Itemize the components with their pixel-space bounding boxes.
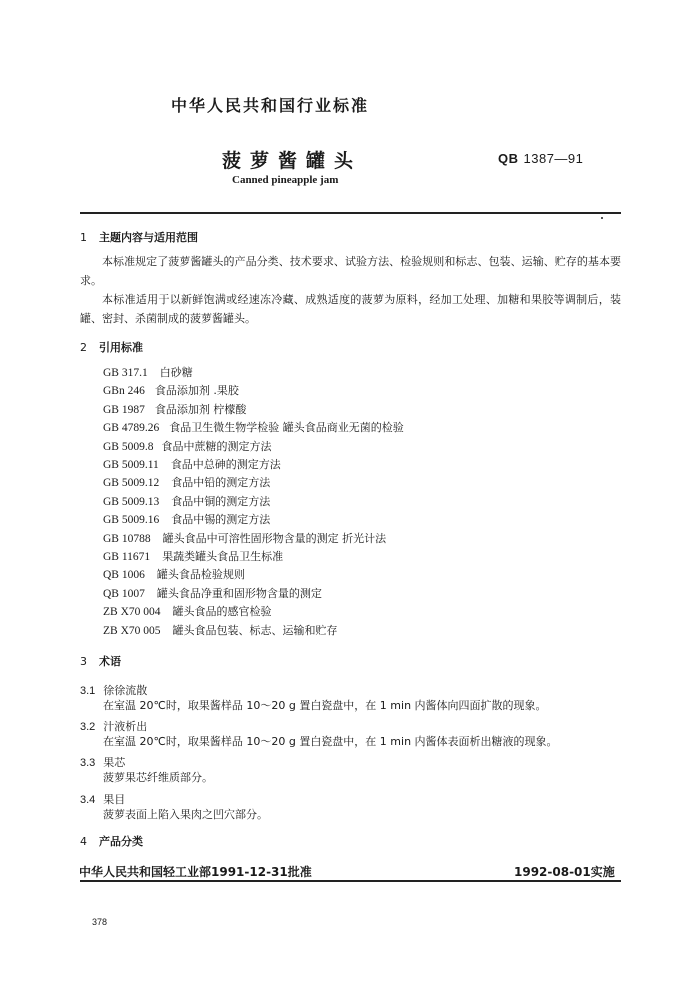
reference-title: 食品添加剂 柠檬酸: [154, 402, 247, 416]
section-1-body: [80, 252, 621, 328]
term-3-1-definition: 在室温 20℃时，取果酱样品 10～20 g 置白瓷盘中，在 1 min 内酱体向四面扩散的现象。: [103, 699, 547, 712]
approval-note: 中华人民共和国轻工业部1991-12-31批准: [79, 865, 312, 879]
section-2-heading: [80, 339, 143, 355]
reference-title: 罐头食品中可溶性固形物含量的测定 折光计法: [162, 531, 387, 545]
section-2-title: 引用标准: [99, 341, 143, 354]
term-3-4-heading: [80, 788, 125, 807]
reference-code: GB 1987: [103, 403, 145, 416]
reference-item: [103, 456, 404, 474]
reference-title: 食品中蔗糖的测定方法: [161, 439, 272, 453]
reference-list: [103, 364, 404, 640]
section-3-heading: [80, 653, 121, 669]
reference-title: 食品中铜的测定方法: [171, 494, 271, 508]
document-title: 菠萝酱罐头: [222, 150, 363, 172]
section-2-number: 2: [80, 341, 87, 354]
reference-item: [103, 603, 404, 621]
reference-code: GB 317.1: [103, 367, 148, 379]
implementation-note: 1992-08-01实施: [514, 865, 615, 879]
page-number: 378: [92, 917, 108, 927]
reference-code: GB 4789.26: [103, 422, 160, 435]
term-name: 果芯: [103, 756, 126, 769]
term-number: 3.3: [80, 757, 96, 769]
reference-item: [103, 566, 404, 584]
reference-code: GB 11671: [103, 551, 151, 564]
reference-item: [103, 401, 404, 419]
reference-title: 白砂糖: [159, 366, 193, 379]
term-3-3-heading: [80, 751, 125, 770]
term-name: 果目: [103, 793, 126, 806]
section-4-title: 产品分类: [99, 835, 143, 848]
section-1-number: 1: [80, 231, 87, 244]
section-1-paragraph-1: 本标准规定了菠萝酱罐头的产品分类、技术要求、试验方法、检验规则和标志、包装、运输、贮存的基本要求。: [80, 255, 621, 287]
scan-speck: [601, 217, 603, 219]
term-number: 3.1: [80, 685, 96, 697]
reference-title: 罐头食品的感官检验: [172, 605, 272, 619]
reference-title: 食品添加剂 .果胶: [154, 384, 239, 398]
reference-title: 食品卫生微生物学检验 罐头食品商业无菌的检验: [169, 421, 404, 435]
standard-code-number: 1387—91: [523, 151, 584, 166]
term-name: 徐徐流散: [103, 684, 148, 697]
term-number: 3.4: [80, 794, 96, 806]
reference-code: GB 5009.16: [103, 514, 160, 527]
reference-item: [103, 548, 404, 566]
reference-code: GB 5009.8: [103, 440, 154, 453]
reference-title: 罐头食品检验规则: [156, 568, 245, 582]
section-1-title: 主题内容与适用范围: [99, 231, 198, 244]
reference-code: ZB X70 004: [103, 606, 161, 619]
reference-code: GB 5009.11: [103, 459, 159, 472]
reference-title: 果蔬类罐头食品卫生标准: [162, 550, 284, 564]
standard-code-prefix: QB: [498, 151, 519, 166]
term-number: 3.2: [80, 721, 96, 733]
reference-title: 食品中铅的测定方法: [171, 476, 271, 490]
reference-code: GB 5009.13: [103, 495, 160, 508]
standard-code: [498, 151, 583, 166]
reference-code: QB 1006: [103, 569, 145, 582]
reference-item: [103, 622, 404, 640]
reference-item: [103, 364, 404, 382]
reference-code: GB 5009.12: [103, 477, 160, 490]
reference-item: [103, 530, 404, 548]
bottom-divider: [80, 880, 621, 882]
term-3-2-definition: 在室温 20℃时，取果酱样品 10～20 g 置白瓷盘中，在 1 min 内酱体表面析出糖液的现象。: [103, 735, 558, 748]
section-3-number: 3: [80, 655, 87, 668]
reference-item: [103, 511, 404, 529]
reference-item: [103, 438, 404, 456]
reference-code: GB 10788: [103, 532, 151, 545]
term-3-2-heading: [80, 715, 147, 734]
standard-type-heading: 中华人民共和国行业标准: [171, 96, 370, 115]
reference-title: 食品中总砷的测定方法: [170, 458, 281, 472]
reference-title: 罐头食品净重和固形物含量的测定: [156, 586, 322, 600]
reference-item: [103, 474, 404, 492]
reference-code: QB 1007: [103, 587, 145, 600]
reference-item: [103, 493, 404, 511]
reference-item: [103, 382, 404, 400]
top-divider: [80, 212, 621, 214]
section-3-title: 术语: [99, 655, 121, 668]
section-1-heading: [80, 229, 198, 245]
reference-title: 食品中锡的测定方法: [171, 513, 271, 527]
reference-item: [103, 419, 404, 437]
reference-code: GBn 246: [103, 385, 145, 398]
section-1-paragraph-2: 本标准适用于以新鲜饱满或经速冻冷藏、成熟适度的菠萝为原料，经加工处理、加糖和果胶等调制后，装罐、密封、杀菌制成的菠萝酱罐头。: [80, 293, 621, 325]
term-3-3-definition: 菠萝果芯纤维质部分。: [103, 771, 213, 784]
english-subtitle: Canned pineapple jam: [232, 174, 339, 186]
section-4-number: 4: [80, 835, 87, 848]
reference-code: ZB X70 005: [103, 624, 161, 637]
reference-title: 罐头食品包装、标志、运输和贮存: [172, 623, 338, 637]
term-3-1-heading: [80, 679, 147, 698]
term-name: 汁液析出: [103, 720, 148, 733]
reference-item: [103, 585, 404, 603]
section-4-heading: [80, 833, 143, 849]
term-3-4-definition: 菠萝表面上陷入果肉之凹穴部分。: [103, 808, 268, 821]
